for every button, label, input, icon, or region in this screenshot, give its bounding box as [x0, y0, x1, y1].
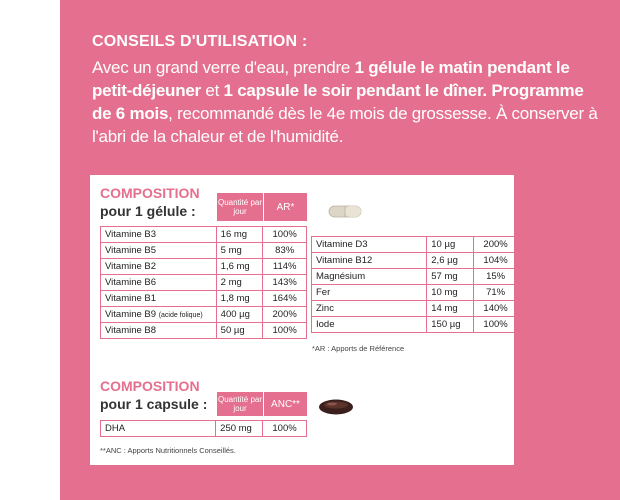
table-row	[101, 259, 307, 275]
table-row	[101, 227, 307, 243]
table-row	[101, 307, 307, 323]
table-row	[101, 275, 307, 291]
table-row	[101, 291, 307, 307]
capsule-table	[100, 420, 307, 437]
nutrient-pct: 140%	[474, 301, 518, 317]
nutrient-qty: 14 mg	[427, 301, 474, 317]
nutrient-note: (acide folique)	[158, 312, 203, 319]
nutrient-qty: 16 mg	[216, 227, 263, 243]
nutrient-pct: 100%	[474, 317, 518, 333]
table-row	[312, 269, 518, 285]
soft-capsule-icon	[318, 398, 354, 416]
nutrient-qty: 250 mg	[216, 421, 263, 437]
nutrient-pct: 83%	[263, 243, 307, 259]
nutrient-qty: 10 mg	[427, 285, 474, 301]
table-row	[312, 253, 518, 269]
nutrient-qty: 57 mg	[427, 269, 474, 285]
table-row	[312, 317, 518, 333]
nutrient-name: Zinc	[312, 301, 427, 317]
nutrient-name: Vitamine B1	[101, 291, 217, 307]
nutrient-qty: 150 µg	[427, 317, 474, 333]
nutrient-name: Iode	[312, 317, 427, 333]
nutrient-pct: 143%	[263, 275, 307, 291]
capsule-pill-icon	[328, 205, 362, 218]
nutrient-name	[101, 307, 217, 323]
nutrient-pct: 200%	[263, 307, 307, 323]
gelule-ar-header: AR*	[264, 193, 307, 221]
nutrient-qty: 2,6 µg	[427, 253, 474, 269]
nutrient-name: Fer	[312, 285, 427, 301]
nutrient-qty: 1,6 mg	[216, 259, 263, 275]
nutrient-name: Vitamine B3	[101, 227, 217, 243]
nutrient-name: DHA	[101, 421, 216, 437]
capsule-composition-title: COMPOSITION	[100, 378, 200, 394]
nutrient-pct: 104%	[474, 253, 518, 269]
usage-instructions	[92, 56, 604, 148]
usage-heading: CONSEILS D'UTILISATION :	[92, 33, 308, 50]
nutrient-qty: 5 mg	[216, 243, 263, 259]
nutrient-name: Vitamine D3	[312, 237, 427, 253]
nutrient-name: Magnésium	[312, 269, 427, 285]
table-row	[312, 237, 518, 253]
nutrient-pct: 15%	[474, 269, 518, 285]
gelule-table-right	[311, 236, 518, 333]
table-row	[101, 421, 307, 437]
nutrient-pct: 164%	[263, 291, 307, 307]
capsule-anc-header: ANC**	[264, 392, 307, 416]
nutrient-qty: 1,8 mg	[216, 291, 263, 307]
nutrient-pct: 100%	[263, 323, 307, 339]
usage-text-1: Avec un grand verre d'eau, prendre	[92, 58, 355, 77]
table-row	[101, 243, 307, 259]
gelule-composition-subtitle: pour 1 gélule :	[100, 203, 196, 219]
nutrient-qty: 10 µg	[427, 237, 474, 253]
nutrient-name: Vitamine B12	[312, 253, 427, 269]
capsule-composition-subtitle: pour 1 capsule :	[100, 396, 208, 412]
usage-text-2: et	[200, 81, 224, 100]
nutrient-pct: 200%	[474, 237, 518, 253]
nutrient-name: Vitamine B5	[101, 243, 217, 259]
nutrient-name: Vitamine B2	[101, 259, 217, 275]
table-row	[101, 323, 307, 339]
gelule-composition-title: COMPOSITION	[100, 185, 200, 201]
anc-footnote: **ANC : Apports Nutritionnels Conseillés.	[100, 446, 236, 455]
nutrient-pct: 71%	[474, 285, 518, 301]
nutrient-pct: 114%	[263, 259, 307, 275]
nutrient-qty: 2 mg	[216, 275, 263, 291]
nutrient-pct: 100%	[263, 227, 307, 243]
table-row	[312, 285, 518, 301]
usage-bold-1: 1 gélule le matin pendant le petit-déjeuner	[92, 58, 570, 100]
nutrient-name-text: Vitamine B9	[105, 309, 157, 320]
usage-bold-2: 1 capsule le soir pendant le dîner. Programme de 6 mois	[92, 81, 584, 123]
nutrient-name: Vitamine B6	[101, 275, 217, 291]
gelule-table-left	[100, 226, 307, 339]
ar-footnote: *AR : Apports de Référence	[312, 344, 405, 353]
capsule-qty-header: Quantité par jour	[217, 392, 263, 416]
gelule-qty-header: Quantité par jour	[217, 193, 263, 221]
nutrient-name: Vitamine B8	[101, 323, 217, 339]
table-row	[312, 301, 518, 317]
nutrient-qty: 50 µg	[216, 323, 263, 339]
nutrient-pct: 100%	[263, 421, 307, 437]
nutrient-qty: 400 µg	[216, 307, 263, 323]
usage-text-3: , recommandé dès le 4e mois de grossesse. À conserver à l'abri de la chaleur et de l'humidité.	[92, 104, 598, 146]
